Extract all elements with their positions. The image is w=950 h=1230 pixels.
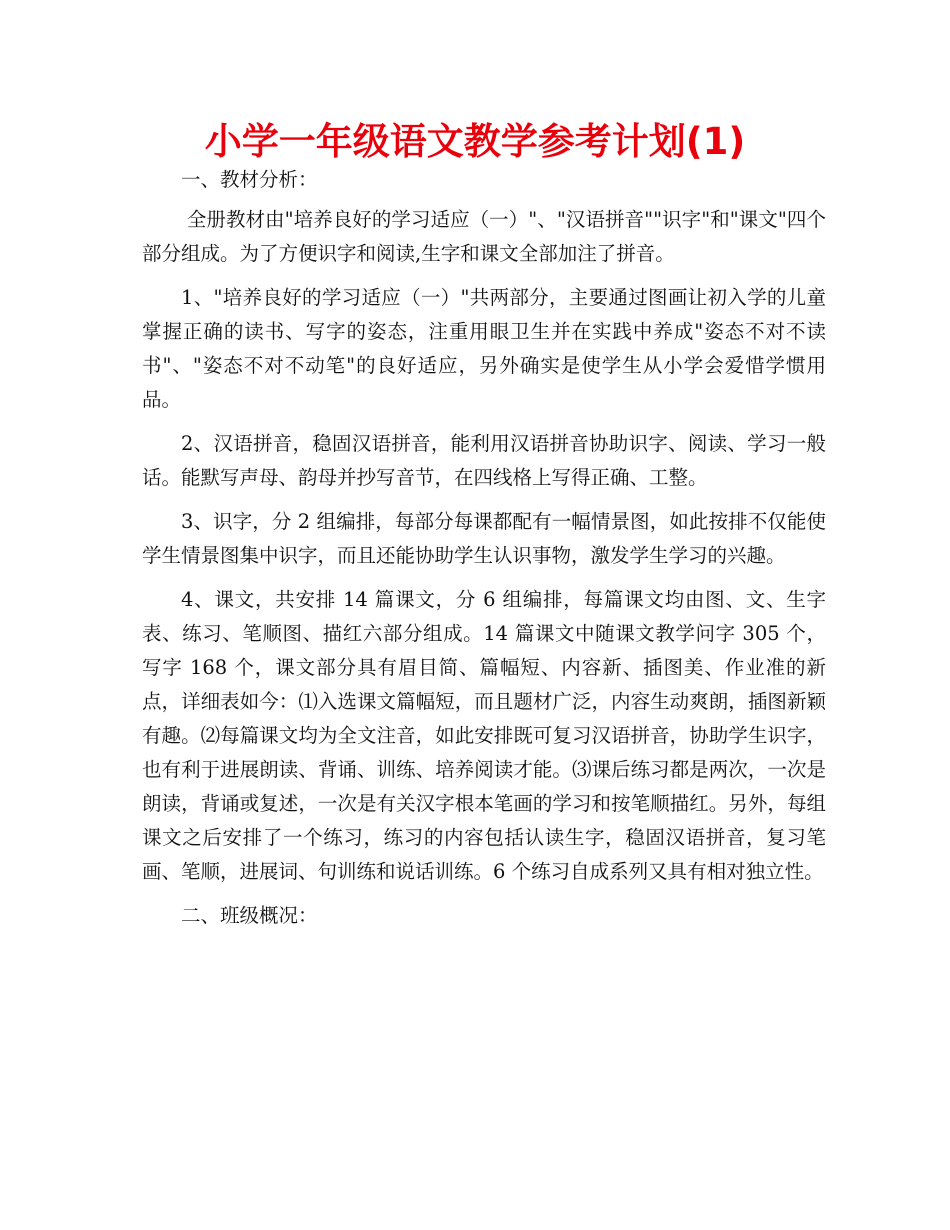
paragraph-literacy: 3、识字，分 2 组编排，每部分每课都配有一幅情景图，如此按排不仅能使学生情景图集中识字，而且还能协助学生认识事物，激发学生学习的兴趣。	[142, 510, 826, 567]
section-heading-class: 二、班级概况：	[181, 904, 318, 927]
paragraph-habits: 1、"培养良好的学习适应（一）"共两部分，主要通过图画让初入学的儿童掌握正确的读书、写字的姿态，注重用眼卫生并在实践中养成"姿态不对不读书"、"姿态不对不动笔"的良好适应，另外确实是使学生从小学会爱惜学惯用品。	[142, 286, 826, 411]
paragraph-pinyin: 2、汉语拼音，稳固汉语拼音，能利用汉语拼音协助识字、阅读、学习一般话。能默写声母、韵母并抄写音节，在四线格上写得正确、工整。	[142, 432, 826, 489]
paragraph-texts: 4、课文，共安排 14 篇课文，分 6 组编排，每篇课文均由图、文、生字表、练习、笔顺图、描红六部分组成。14 篇课文中随课文教学问字 305 个，写字 168 个，课文部分具有眉目简、篇幅短、内容新、插图美、作业准的新点，详细表如今：⑴入选课文篇幅短，而且题材广泛，内容生动爽朗，插图新颖有趣。⑵每篇课文均为全文注音，如此安排既可复习汉语拼音，协助学生识字，也有利于进展朗读、背诵、训练、培养阅读才能。⑶课后练习都是两次，一次是朗读，背诵或复述，一次是有关汉字根本笔画的学习和按笔顺描红。另外，每组课文之后安排了一个练习，练习的内容包括认读生字，稳固汉语拼音，复习笔画、笔顺，进展词、句训练和说话训练。6 个练习自成系列又具有相对独立性。	[142, 588, 826, 883]
document-body	[142, 163, 826, 939]
document-title: 小学一年级语文教学参考计划(1)	[204, 120, 746, 163]
paragraph-overview: 全册教材由"培养良好的学习适应（一）"、"汉语拼音""识字"和"课文"四个部分组成。为了方便识字和阅读,生字和课文全部加注了拼音。	[142, 208, 826, 265]
section-heading-materials: 一、教材分析：	[181, 168, 318, 191]
